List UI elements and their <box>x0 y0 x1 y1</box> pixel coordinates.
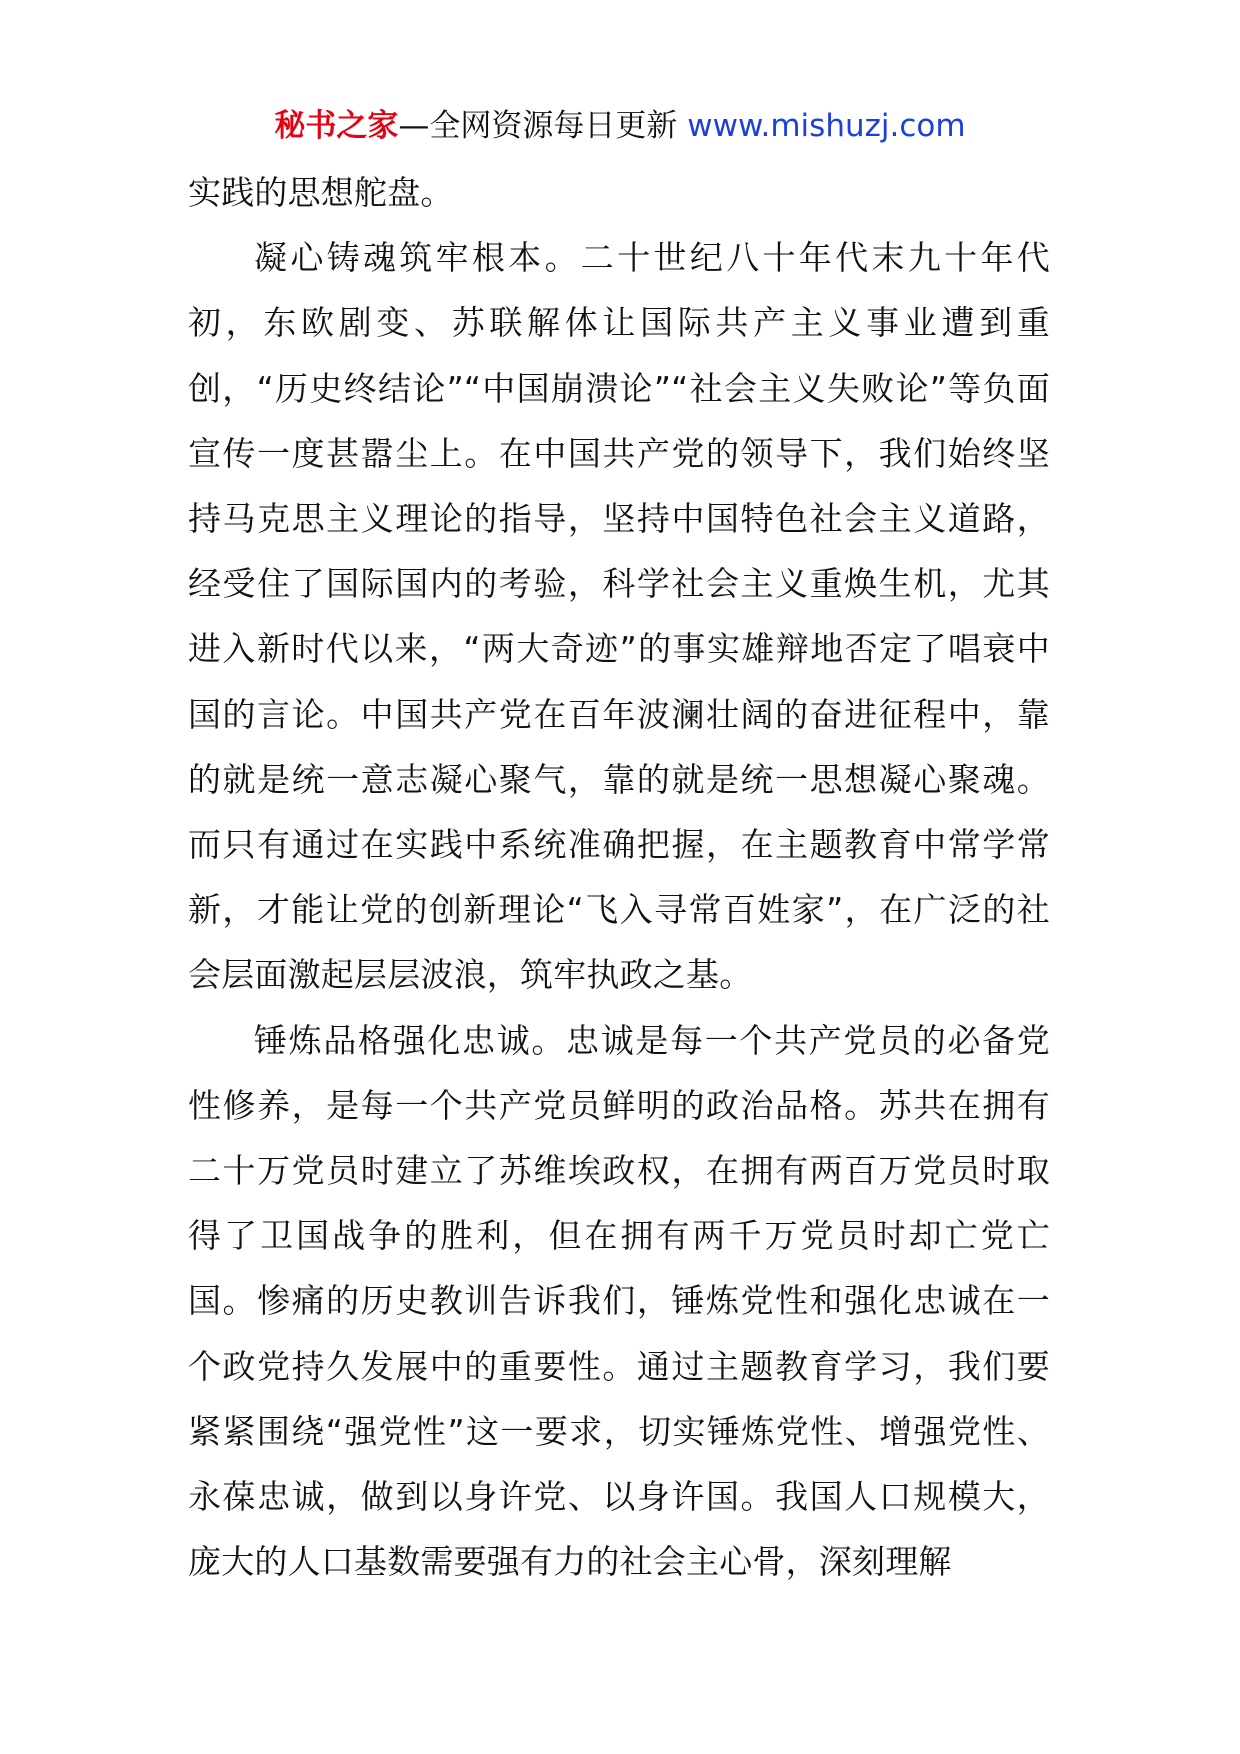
paragraph-continuation: 实践的思想舵盘。 <box>188 173 454 212</box>
brand-name: 秘书之家 <box>274 108 399 144</box>
paragraph-duanlian-pinge: 锤炼品格强化忠诚。忠诚是每一个共产党员的必备党性修养，是每一个共产党员鲜明的政治品格。苏共在拥有二十万党员时建立了苏维埃政权，在拥有两百万党员时取得了卫国战争的胜利，但在拥有两千万党员时却亡党亡国。惨痛的历史教训告诉我们，锤炼党性和强化忠诚在一个政党持久发展中的重要性。通过主题教育学习，我们要紧紧围绕“强党性”这一要求，切实锤炼党性、增强党性、永葆忠诚，做到以身许党、以身许国。我国人口规模大，庞大的人口基数需要强有力的社会主心骨，深刻理解 <box>188 1020 1050 1582</box>
paragraph-ningxin-zhuhun: 凝心铸魂筑牢根本。二十世纪八十年代末九十年代初，东欧剧变、苏联解体让国际共产主义事业遭到重创，“历史终结论”“中国崩溃论”“社会主义失败论”等负面宣传一度甚嚣尘上。在中国共产党的领导下，我们始终坚持马克思主义理论的指导，坚持中国特色社会主义道路，经受住了国际国内的考验，科学社会主义重焕生机，尤其进入新时代以来，“两大奇迹”的事实雄辩地否定了唱衰中国的言论。中国共产党在百年波澜壮阔的奋进征程中，靠的就是统一意志凝心聚气，靠的就是统一思想凝心聚魂。而只有通过在实践中系统准确把握，在主题教育中常学常新，才能让党的创新理论“飞入寻常百姓家”，在广泛的社会层面激起层层波浪，筑牢执政之基。 <box>188 238 1050 995</box>
document-body <box>188 160 1050 1594</box>
header-tagline: —全网资源每日更新 <box>398 108 678 144</box>
page-header <box>0 104 1240 148</box>
website-url[interactable]: www.mishuzj.com <box>687 108 966 144</box>
